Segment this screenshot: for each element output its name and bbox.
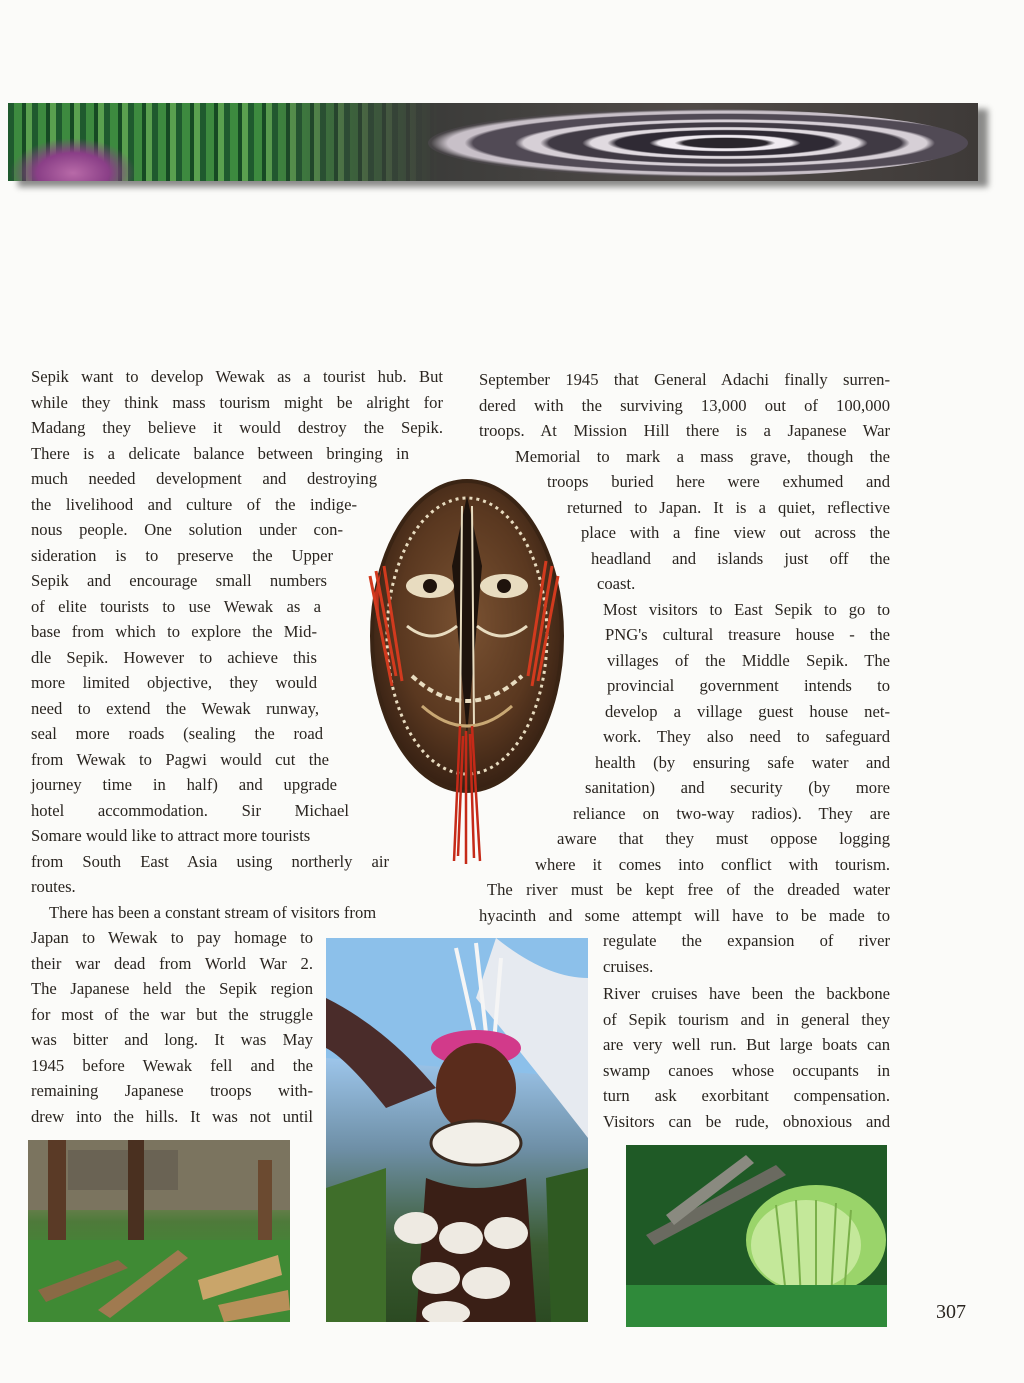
text-line: need to extend the Wewak runway, [31,698,319,718]
text-line: villages of the Middle Sepik. The [607,650,890,670]
text-line: Memorial to mark a mass grave, though the [515,446,890,466]
text-line: returned to Japan. It is a quiet, reflective [567,497,890,517]
text-line: hotel accommodation. Sir Michael [31,800,349,820]
text-line: where it comes into conflict with tourism. [535,854,890,874]
text-line: headland and islands just off the [591,548,890,568]
text-line: Japan to Wewak to pay homage to [31,928,313,947]
text-line: develop a village guest house net- [605,701,890,721]
page-number: 307 [936,1301,966,1323]
text-line: dle Sepik. However to achieve this [31,647,317,667]
text-line: of Sepik tourism and in general they [603,1009,890,1029]
text-line: routes. [31,877,76,896]
text-line: from South East Asia using northerly air [31,851,389,871]
text-line: cruises. [603,956,654,976]
text-line: was bitter and long. It was May [31,1030,313,1049]
text-line: Most visitors to East Sepik to go to [603,599,890,619]
text-line: journey time in half) and upgrade [31,775,337,794]
text-line: for most of the war but the struggle [31,1004,313,1024]
text-line: September 1945 that General Adachi finally surren- [479,370,890,389]
text-line: turn ask exorbitant compensation. [603,1086,890,1105]
text-line: 1945 before Wewak fell and the [31,1055,313,1075]
text-line: are very well run. But large boats can [603,1035,890,1054]
text-line: while they think mass tourism might be alright for [31,392,443,412]
text-line: much needed development and destroying [31,469,377,488]
text-line: regulate the expansion of river [603,931,890,950]
text-line: hyacinth and some attempt will have to be made to [479,905,890,925]
text-line: swamp canoes whose occupants in [603,1060,890,1080]
text-line: The Japanese held the Sepik region [31,979,313,998]
carved-mask-illustration [362,476,572,866]
text-line: the livelihood and culture of the indige- [31,494,357,514]
text-line: work. They also need to safeguard [603,727,890,746]
banner-swirl [428,109,968,177]
text-line: their war dead from World War 2. [31,953,313,973]
text-line: troops. At Mission Hill there is a Japanese War [479,421,890,440]
text-line: Sepik and encourage small numbers [31,571,327,590]
text-line: dered with the surviving 13,000 out of 100,000 [479,395,890,415]
banner-photo [8,103,978,181]
text-line: drew into the hills. It was not until [31,1106,313,1126]
text-line: There is a delicate balance between bringing in [31,443,409,463]
text-line: There has been a constant stream of visitors from [49,902,377,922]
text-line: health (by ensuring safe water and [595,752,890,772]
text-line: sideration is to preserve the Upper [31,545,333,565]
text-line: The river must be kept free of the dreaded water [487,880,890,899]
text-line: remaining Japanese troops with- [31,1081,313,1100]
text-line: of elite tourists to use Wewak as a [31,596,321,616]
text-line: troops buried here were exhumed and [547,472,890,491]
text-line: base from which to explore the Mid- [31,622,317,641]
text-line: Madang they believe it would destroy the Sepik. [31,418,443,437]
text-line: reliance on two-way radios). They are [573,803,890,823]
headdress-dancer-photo [326,938,588,1322]
village-carvings-photo [28,1140,290,1322]
text-line: Somare would like to attract more tourists [31,826,311,845]
text-line: place with a fine view out across the [581,523,890,542]
text-line: PNG's cultural treasure house - the [605,625,890,644]
text-line: Visitors can be rude, obnoxious and [603,1111,890,1131]
text-line: nous people. One solution under con- [31,520,343,539]
text-line: coast. [597,574,636,593]
feather-ornament-photo [626,1145,887,1327]
text-line: seal more roads (sealing the road [31,724,323,743]
text-line: aware that they must oppose logging [557,829,890,848]
text-line: from Wewak to Pagwi would cut the [31,749,329,769]
text-line: River cruises have been the backbone [603,984,890,1003]
text-line: sanitation) and security (by more [585,778,890,797]
text-line: Sepik want to develop Wewak as a tourist hub. But [31,367,443,386]
text-line: provincial government intends to [607,676,890,695]
text-line: more limited objective, they would [31,673,317,692]
